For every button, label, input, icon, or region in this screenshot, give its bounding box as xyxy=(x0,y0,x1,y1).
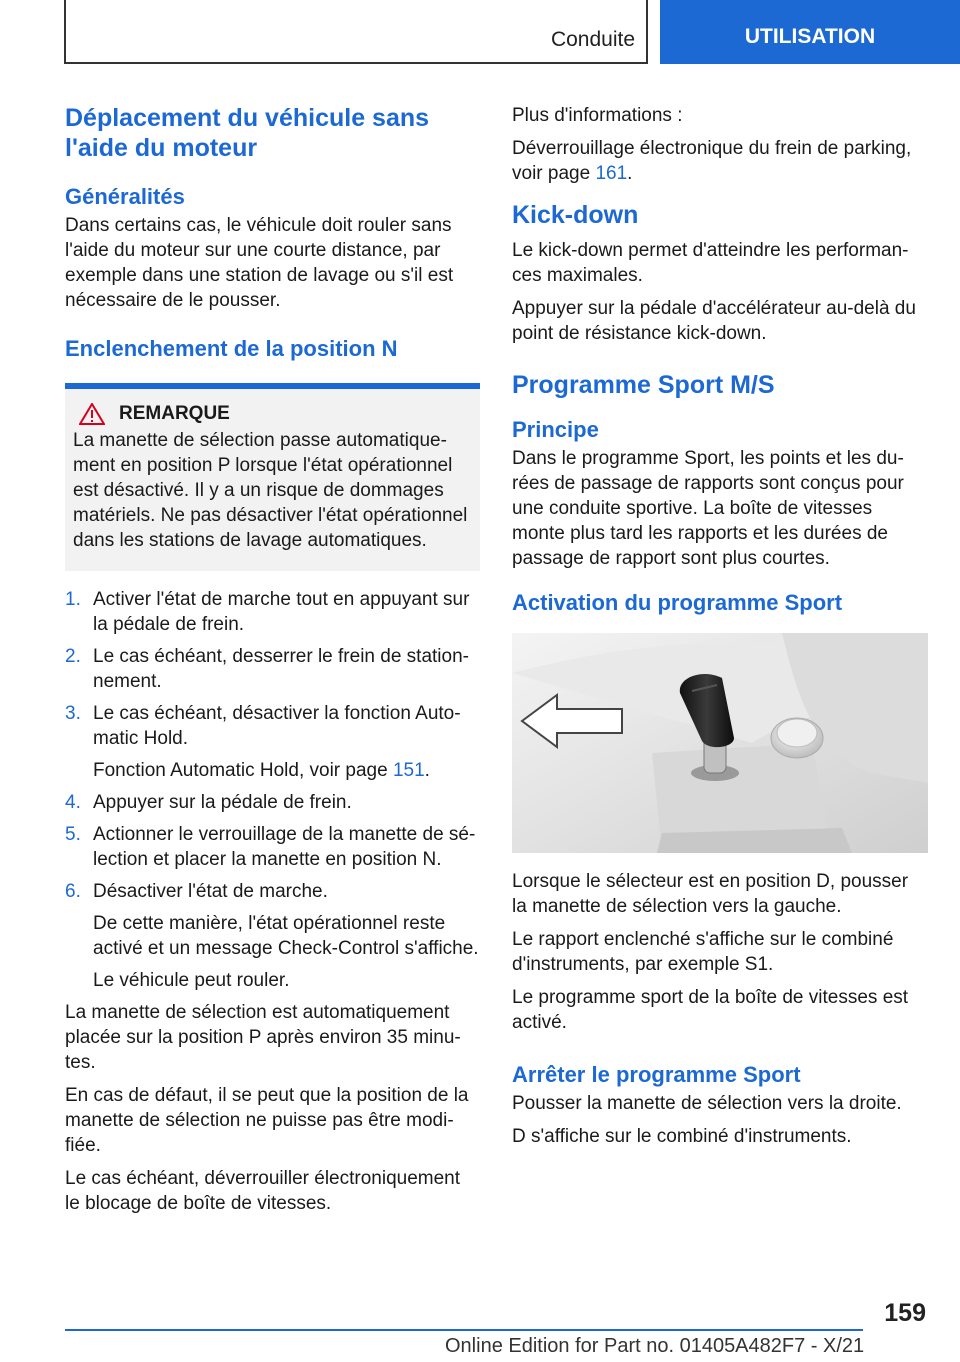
list-item xyxy=(65,701,480,783)
after-text-2: En cas de défaut, il se peut que la position de la manette de sélection ne puisse pas être modifiée. xyxy=(65,1085,469,1156)
activation-text-2: Le rapport enclenché s'affiche sur le combiné d'instruments, par exemple S1. xyxy=(512,929,894,975)
reference-text: Déverrouillage électronique du frein de parking, voir page xyxy=(512,138,912,184)
step-number: 3. xyxy=(65,703,81,724)
kickdown-text-1: Le kick-down permet d'atteindre les performances maximales. xyxy=(512,240,909,286)
page-number: 159 xyxy=(884,1299,926,1327)
warning-title: REMARQUE xyxy=(119,403,230,424)
step-text: Actionner le verrouillage de la manette de sélection et placer la manette en position N. xyxy=(93,824,476,870)
step-number: 6. xyxy=(65,881,81,902)
warning-title-row xyxy=(73,401,470,426)
steps-list xyxy=(65,587,480,993)
list-item xyxy=(65,790,480,815)
reference-text: Fonction Automatic Hold, voir page xyxy=(93,760,393,781)
kickdown-heading: Kick-down xyxy=(512,201,639,229)
warning-box xyxy=(65,389,480,571)
stop-text-2: D s'affiche sur le combiné d'instruments. xyxy=(512,1126,852,1147)
gear-selector-photo xyxy=(512,633,928,853)
activation-text-1: Lorsque le sélecteur est en position D, pousser la manette de sélection vers la gauche. xyxy=(512,871,909,917)
reference-suffix: . xyxy=(627,163,633,184)
right-column xyxy=(512,103,928,1157)
page-link-151[interactable]: 151 xyxy=(392,760,425,781)
more-info-reference xyxy=(512,136,928,186)
stop-text-1: Pousser la manette de sélection vers la droite. xyxy=(512,1093,902,1114)
step-text: Désactiver l'état de marche. xyxy=(93,881,328,902)
step-text: Le cas échéant, désactiver la fonction Automatic Hold. xyxy=(93,703,461,749)
principle-text: Dans le programme Sport, les points et les durées de passage de rapports sont conçus pour une conduite sportive. La boîte de vitesses monte plus tard les rapports et les durées de passage de rapport sont plus courtes. xyxy=(512,448,904,569)
stop-heading: Arrêter le programme Sport xyxy=(512,1062,801,1087)
step-reference xyxy=(93,758,480,783)
sport-heading: Programme Sport M/S xyxy=(512,371,775,399)
step-text: Appuyer sur la pédale de frein. xyxy=(93,792,352,813)
general-heading: Généralités xyxy=(65,184,185,209)
page-title: Déplacement du véhicule sans l'aide du moteur xyxy=(65,104,430,162)
step-number: 5. xyxy=(65,824,81,845)
step-text: Activer l'état de marche tout en appuyant sur la pédale de frein. xyxy=(93,589,470,635)
list-item xyxy=(65,644,480,694)
footer-edition: Online Edition for Part no. 01405A482F7 - X/21 xyxy=(445,1335,865,1357)
step-number: 1. xyxy=(65,589,81,610)
reference-suffix: . xyxy=(424,760,430,781)
more-info-label: Plus d'informations : xyxy=(512,105,683,126)
warning-triangle-icon xyxy=(79,403,105,425)
activation-text-3: Le programme sport de la boîte de vitesses est activé. xyxy=(512,987,909,1033)
after-text-1: La manette de sélection est automatiquement placée sur la position P après environ 35 minutes. xyxy=(65,1002,461,1073)
header-chapter-tab[interactable]: UTILISATION xyxy=(660,0,960,64)
step-extra-text: Le véhicule peut rouler. xyxy=(93,970,290,991)
step-extra-text: De cette manière, l'état opérationnel reste activé et un message Check-Control s'affiche. xyxy=(93,913,479,959)
step-text: Le cas échéant, desserrer le frein de stationnement. xyxy=(93,646,469,692)
list-item xyxy=(65,879,480,993)
activation-heading: Activation du programme Sport xyxy=(512,590,843,615)
step-number: 4. xyxy=(65,792,81,813)
principle-heading: Principe xyxy=(512,417,599,442)
left-column xyxy=(65,103,480,1224)
neutral-heading: Enclenchement de la position N xyxy=(65,336,398,361)
footer-divider xyxy=(65,1329,863,1331)
general-text: Dans certains cas, le véhicule doit rouler sans l'aide du moteur sur une courte distance, par exemple dans une station de lavage ou s'il est nécessaire de le pousser. xyxy=(65,215,454,311)
warning-text: La manette de sélection passe automatiquement en position P lorsque l'état opérationnel est désactivé. Il y a un risque de dommages matériels. Ne pas désactiver l'état opérationnel dans les stations de lavage automatiques. xyxy=(73,430,468,551)
list-item xyxy=(65,587,480,637)
after-text-3: Le cas échéant, déverrouiller électroniquement le blocage de boîte de vitesses. xyxy=(65,1168,461,1214)
list-item xyxy=(65,822,480,872)
page-link-161[interactable]: 161 xyxy=(595,163,628,184)
kickdown-text-2: Appuyer sur la pédale d'accélérateur au-delà du point de résistance kick-down. xyxy=(512,298,916,344)
step-number: 2. xyxy=(65,646,81,667)
header-section-title: Conduite xyxy=(550,28,635,51)
